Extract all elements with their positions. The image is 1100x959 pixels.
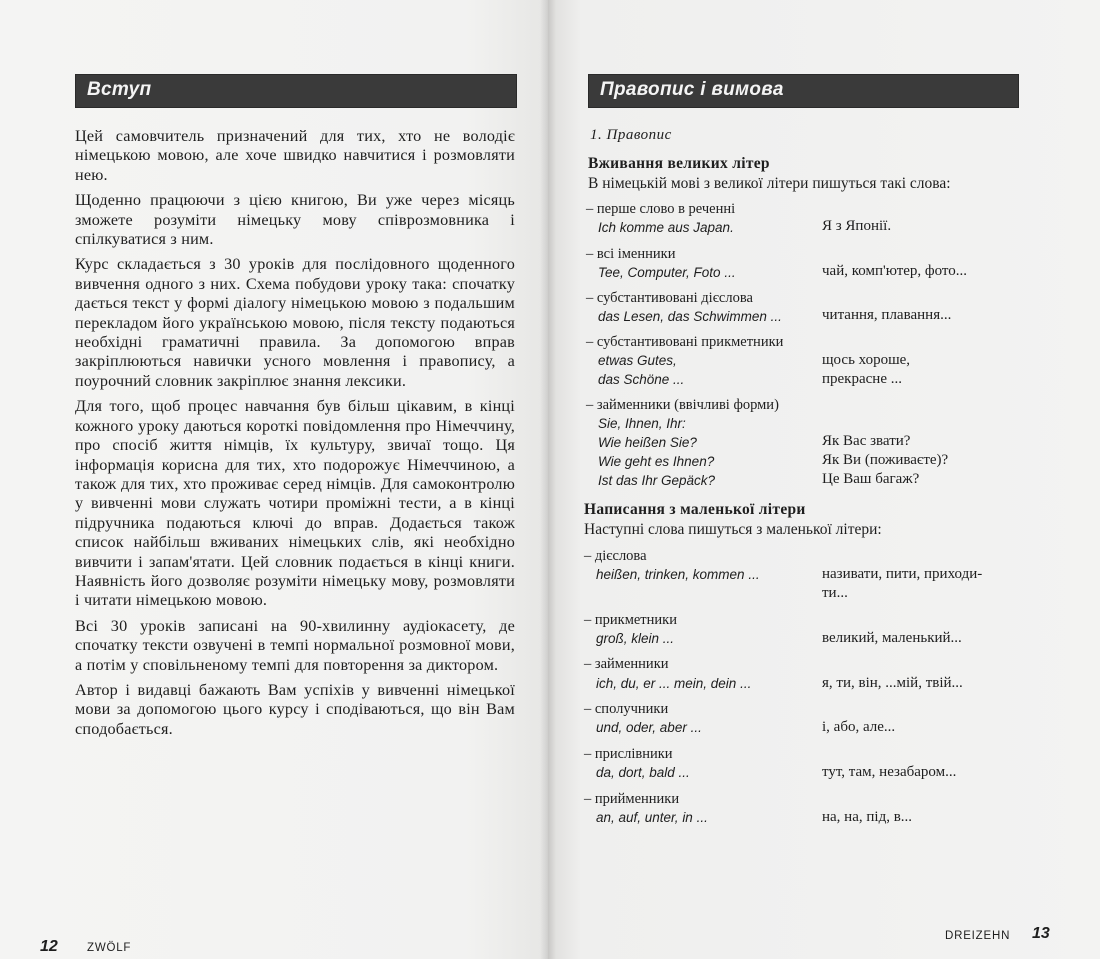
paragraph: Автор і видавці бажають Вам успіхів у вивченні німецької мови за допомогою цього курсу і сподіваються, що він Вам сподобається. (75, 680, 515, 738)
example-de: und, oder, aber ... (596, 720, 702, 735)
example-translation: ти... (822, 585, 848, 601)
example-translation: чай, комп'ютер, фото... (822, 263, 968, 279)
intro-line: В німецькій мові з великої літери пишуться такі слова: (588, 175, 951, 192)
category-label: – субстантивовані дієслова (586, 290, 753, 306)
phrase-de: Wie geht es Ihnen? (598, 454, 715, 469)
example-translation: тут, там, незабаром... (822, 764, 957, 780)
phrase-translation: Це Ваш багаж? (822, 471, 920, 487)
section-banner (588, 74, 1019, 108)
category-label: – дієслова (584, 548, 647, 564)
example-de: Tee, Computer, Foto ... (598, 265, 736, 280)
page-word: ZWÖLF (87, 942, 132, 954)
example-de: Ich komme aus Japan. (598, 220, 734, 235)
section-banner (75, 74, 517, 108)
paragraph: Для того, щоб процес навчання був більш цікавим, в кінці кожного уроку даються короткі повідомлення про Німеччину, про спосіб життя німців, їх культуру, звичаї тощо. Ця інформація корисна для тих, хто подорожує Німеччиною, а також для тих, хто проживає серед німців. Для самоконтролю у вивченні мови служать чотири проміжні тести, а в кінці підручника подаються ключі до вправ. Додається також список найбільш вживаних німецьких слів, які необхідно вивчити і запам'ятати. Цей словник подається в кінці книги. Наявність його дозволяє розуміти німецьку мову, розмовляти і читати німецькою мовою. (75, 397, 515, 610)
category-label: – займенники (ввічливі форми) (586, 397, 779, 413)
right-page (548, 0, 1100, 959)
phrase-translation: Як Вас звати? (822, 433, 911, 449)
banner-title: Вступ (87, 79, 152, 100)
example-translation: на, на, під, в... (822, 809, 913, 825)
page-number: 13 (1032, 925, 1050, 942)
banner-title: Правопис і вимова (600, 79, 784, 100)
category-label: – займенники (584, 656, 669, 672)
category-label: – сполучники (584, 701, 669, 717)
paragraph: Всі 30 уроків записані на 90-хвилинну аудіокасету, де спочатку тексти озвучені в темпі нормальної розмовної мови, а потім у сповільненому темпі для повторення за диктором. (75, 616, 515, 674)
page-number: 12 (40, 938, 58, 955)
example-translation: Я з Японії. (822, 218, 892, 234)
phrase-translation: Як Ви (поживаєте)? (822, 452, 949, 468)
page-word: DREIZEHN (945, 930, 1011, 942)
example-de: etwas Gutes, (598, 353, 677, 368)
example-translation: називати, пити, приходи- (822, 566, 983, 582)
left-page (0, 0, 548, 959)
intro-text (75, 127, 515, 745)
paragraph: Цей самовчитель призначений для тих, хто не володіє німецькою мовою, але хоче швидко навчитися і розмовляти нею. (75, 127, 515, 184)
example-de: heißen, trinken, kommen ... (596, 567, 760, 582)
subheading: Вживання великих літер (588, 155, 770, 172)
category-label: – перше слово в реченні (586, 201, 736, 217)
example-de: Sie, Ihnen, Ihr: (598, 416, 686, 431)
phrase-de: Ist das Ihr Gepäck? (598, 473, 716, 488)
example-de: das Lesen, das Schwimmen ... (598, 309, 782, 324)
example-translation: прекрасне ... (822, 371, 902, 387)
example-translation: я, ти, він, ...мій, твій... (822, 675, 963, 691)
category-label: – всі іменники (586, 246, 676, 262)
example-de: groß, klein ... (596, 631, 675, 646)
example-translation: щось хороше, (822, 352, 911, 368)
section-title: 1. Правопис (590, 127, 672, 143)
category-label: – прийменники (584, 791, 680, 807)
category-label: – прислівники (584, 746, 673, 762)
example-translation: великий, маленький... (822, 630, 962, 646)
example-de: ich, du, er ... mein, dein ... (596, 676, 752, 691)
example-de: das Schöne ... (598, 372, 685, 387)
example-translation: і, або, але... (822, 719, 896, 735)
example-de: da, dort, bald ... (596, 765, 690, 780)
paragraph: Щоденно працюючи з цією книгою, Ви уже через місяць зможете розуміти німецьку мову співрозмовника і спілкуватися з ним. (75, 191, 515, 249)
example-translation: читання, плавання... (822, 307, 952, 323)
subheading: Написання з маленької літери (584, 501, 806, 518)
category-label: – субстантивовані прикметники (586, 334, 784, 350)
phrase-de: Wie heißen Sie? (598, 435, 697, 450)
intro-line: Наступні слова пишуться з маленької літери: (584, 521, 882, 538)
paragraph: Курс складається з 30 уроків для послідовного щоденного вивчення одного з них. Схема побудови уроку така: спочатку дається текст у формі діалогу німецькою мовою з подальшим перекладом його українською мовою, після тексту подаються необхідні граматичні правила. За допомогою вправ закріплюються навички усного мовлення і правопису, а поурочний словник закріплює знання лексики. (75, 255, 515, 390)
category-label: – прикметники (584, 612, 677, 628)
example-de: an, auf, unter, in ... (596, 810, 708, 825)
book-gutter (540, 0, 556, 959)
